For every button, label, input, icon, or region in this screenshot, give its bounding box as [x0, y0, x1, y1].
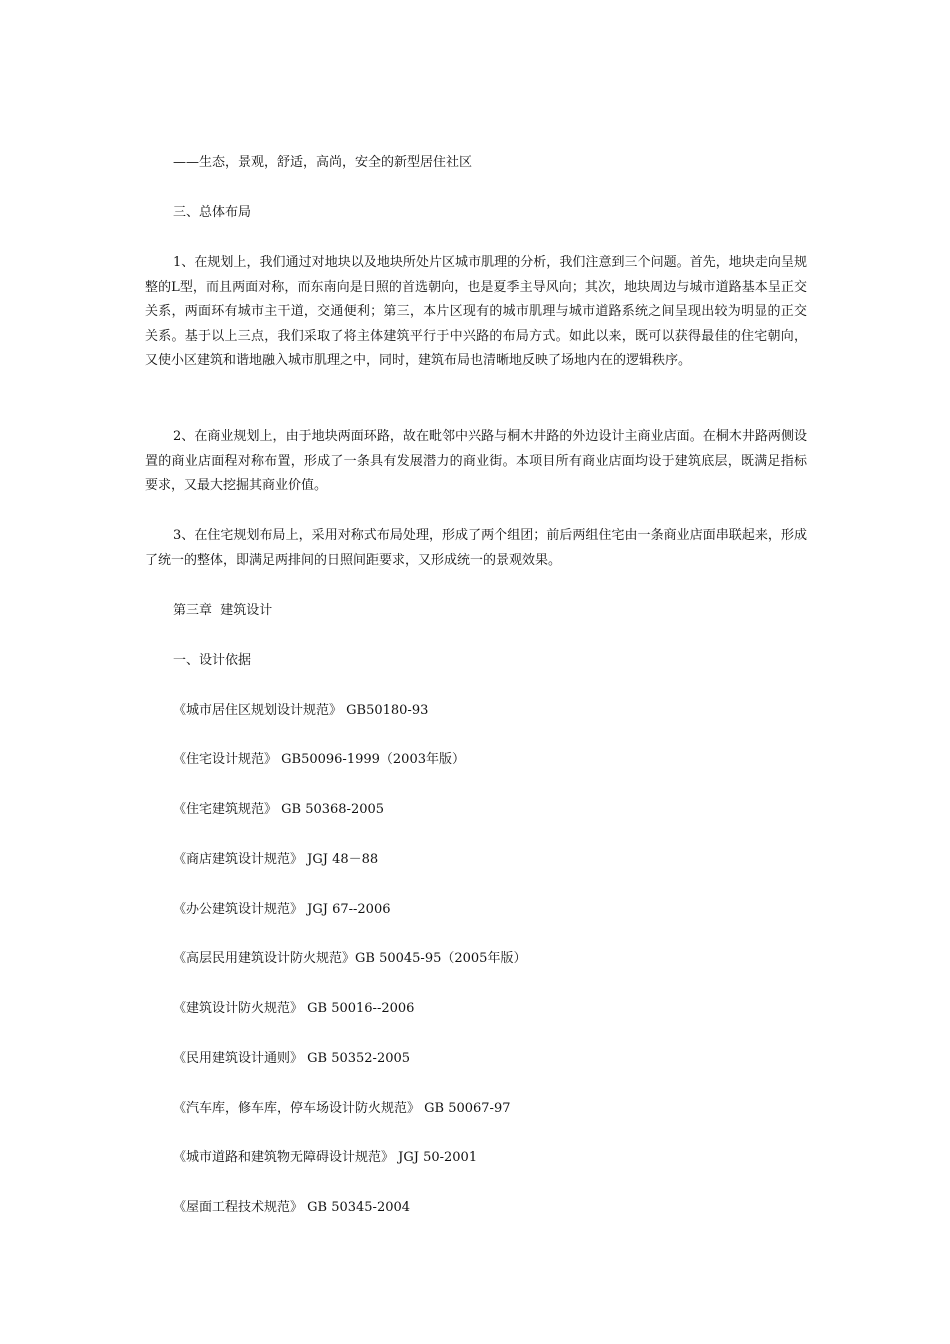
section-heading-basis: 一、设计依据: [173, 653, 252, 668]
standard-item: 《商店建筑设计规范》 JGJ 48－88: [173, 852, 379, 867]
standard-item: 《城市道路和建筑物无障碍设计规范》 JGJ 50-2001: [173, 1150, 478, 1165]
slogan: ——生态，景观，舒适，高尚，安全的新型居住社区: [173, 155, 473, 170]
standard-item: 《高层民用建筑设计防火规范》GB 50045-95（2005年版）: [173, 951, 527, 966]
paragraph-residential: 3、在住宅规划布局上，采用对称式布局处理，形成了两个组团；前后两组住宅由一条商业店面串联起来，形成了统一的整体，即满足两排间的日照间距要求，又形成统一的景观效果。: [145, 528, 807, 568]
standard-item: 《住宅设计规范》 GB50096-1999（2003年版）: [173, 752, 465, 767]
paragraph-planning: 1、在规划上，我们通过对地块以及地块所处片区城市肌理的分析，我们注意到三个问题。首先，地块走向呈规整的L型，而且两面对称，而东南向是日照的首选朝向，也是夏季主导风向；其次，地块周边与城市道路基本呈正交关系，两面环有城市主干道，交通便利；第三，本片区现有的城市肌理与城市道路系统之间呈现出较为明显的正交关系。基于以上三点，我们采取了将主体建筑平行于中兴路的布局方式。如此以来，既可以获得最佳的住宅朝向，又使小区建筑和谐地融入城市肌理之中，同时，建筑布局也清晰地反映了场地内在的逻辑秩序。: [145, 255, 807, 368]
chapter-heading: 第三章 建筑设计: [173, 603, 273, 618]
standard-item: 《住宅建筑规范》 GB 50368-2005: [173, 802, 385, 817]
standard-item: 《建筑设计防火规范》 GB 50016--2006: [173, 1001, 415, 1016]
standard-item: 《屋面工程技术规范》 GB 50345-2004: [173, 1200, 411, 1215]
standard-item: 《汽车库，修车库，停车场设计防火规范》 GB 50067-97: [173, 1101, 511, 1116]
paragraph-commercial: 2、在商业规划上，由于地块两面环路，故在毗邻中兴路与桐木井路的外边设计主商业店面。在桐木井路两侧设置的商业店面程对称布置，形成了一条具有发展潜力的商业街。本项目所有商业店面均设于建筑底层，既满足指标要求，又最大挖掘其商业价值。: [145, 429, 807, 493]
standard-item: 《民用建筑设计通则》 GB 50352-2005: [173, 1051, 411, 1066]
standard-item: 《城市居住区规划设计规范》 GB50180-93: [173, 703, 429, 718]
section-heading-layout: 三、总体布局: [173, 205, 252, 220]
standard-item: 《办公建筑设计规范》 JGJ 67--2006: [173, 902, 391, 917]
